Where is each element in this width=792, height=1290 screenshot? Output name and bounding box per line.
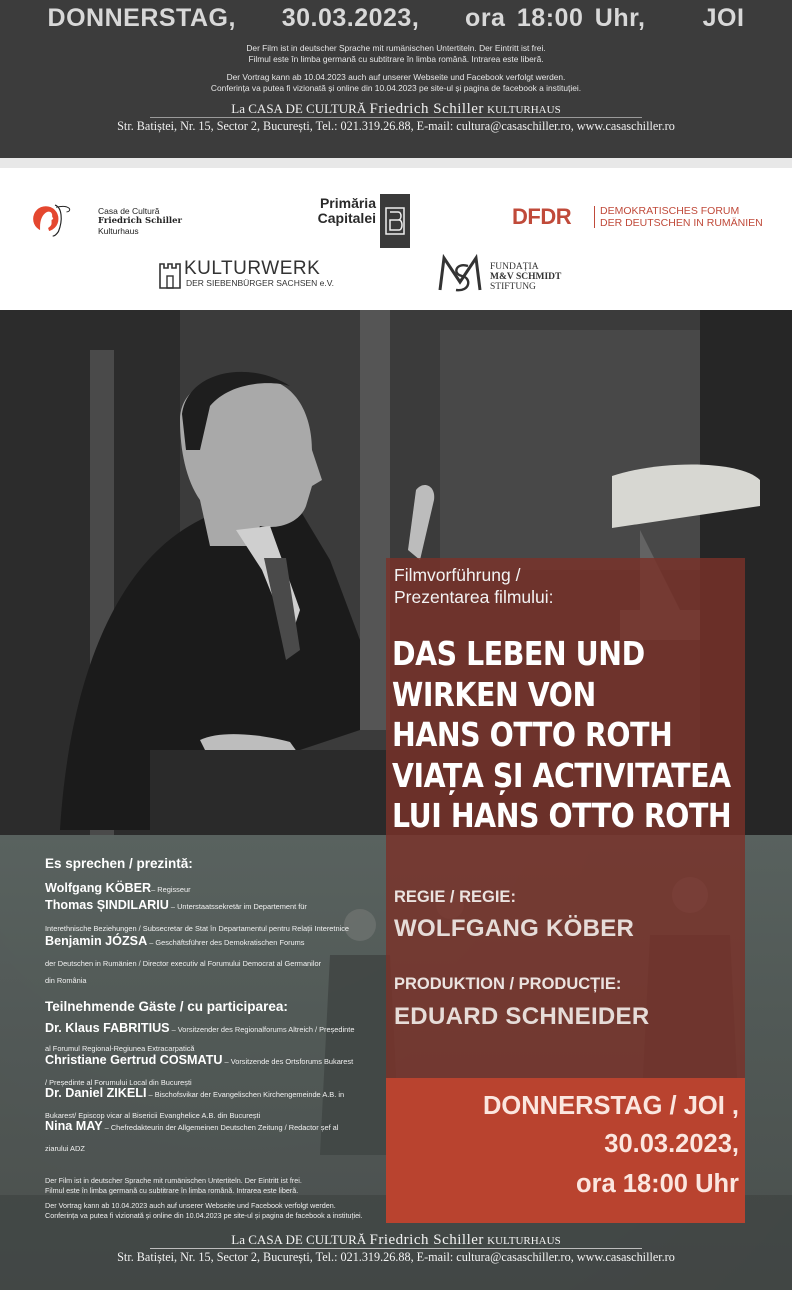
footer-language-note: Der Film ist in deutscher Sprache mit rumänischen Untertiteln. Der Eintritt ist frei. Filmul este în limba germană cu subtitrare în limba română. Intrarea este liberă.	[45, 1176, 302, 1195]
online-note: Der Vortrag kann ab 10.04.2023 auch auf unserer Webseite und Facebook verfolgt werden. Conferința va putea fi vizionată și online din 10.04.2023 pe site-ul și pagina de facebook a instituției.	[210, 72, 582, 93]
speakers-heading: Es sprechen / prezintă:	[45, 856, 193, 871]
regie-label: REGIE / REGIE:	[394, 888, 516, 906]
footer-online-note: Der Vortrag kann ab 10.04.2023 auch auf unserer Webseite und Facebook verfolgt werden. Conferința va putea fi vizionată și online din 10.04.2023 pe site-ul și pagina de facebook a instituției.	[45, 1201, 363, 1220]
divider	[150, 1248, 642, 1249]
regie-name: WOLFGANG KÖBER	[394, 915, 635, 942]
schiller-silhouette-icon	[32, 194, 78, 246]
venue-address: Str. Batiștei, Nr. 15, Sector 2, București, Tel.: 021.319.26.88, E-mail: cultura@casaschiller.ro, www.casaschiller.ro	[117, 119, 675, 133]
guests-heading: Teilnehmende Gäste / cu participarea:	[45, 999, 288, 1014]
speaker-jozsa: Benjamin JÓZSA – Geschäftsführer des Demokratischen Forums	[45, 934, 305, 948]
ms-monogram-icon	[436, 252, 486, 298]
date-box: DONNERSTAG / JOI , 30.03.2023, ora 18:00 Uhr	[386, 1078, 745, 1223]
top-header	[0, 0, 792, 158]
speaker-sindilariu-role: Interethnische Beziehungen / Subsecretar de Stat în Departamentul pentru Relații Interetnice	[45, 924, 350, 933]
footer-venue-line: La CASA DE CULTURĂ Friedrich Schiller KULTURHAUS	[231, 1232, 561, 1248]
speaker-jozsa-role-2: din România	[45, 976, 87, 985]
divider	[594, 206, 595, 228]
production-label: PRODUKTION / PRODUCȚIE:	[394, 975, 622, 993]
guest-cosmatu: Christiane Gertrud COSMATU – Vorsitzende des Ortsforums Bukarest	[45, 1053, 354, 1067]
event-headline: DONNERSTAG, 30.03.2023, ora 18:00 Uhr, JOI	[47, 4, 745, 32]
bucharest-b-icon	[380, 194, 410, 248]
venue-line: La CASA DE CULTURĂ Friedrich Schiller KULTURHAUS	[231, 101, 561, 117]
footer-address: Str. Batiștei, Nr. 15, Sector 2, București, Tel.: 021.319.26.88, E-mail: cultura@casaschiller.ro, www.casaschiller.ro	[117, 1250, 675, 1264]
divider	[0, 158, 792, 168]
film-title-panel	[386, 558, 745, 1078]
speaker-jozsa-role: der Deutschen in Rumänien / Director executiv al Forumului Democrat al Germanilor	[45, 959, 322, 968]
speaker-kober: Wolfgang KÖBER– Regisseur	[45, 881, 191, 895]
production-name: EDUARD SCHNEIDER	[394, 1003, 650, 1030]
divider	[150, 117, 642, 118]
film-title: DAS LEBEN UND WIRKEN VON HANS OTTO ROTH VIAȚA ȘI ACTIVITATEA LUI HANS OTTO ROTH	[392, 634, 732, 835]
guest-zikeli: Dr. Daniel ZIKELI – Bischofsvikar der Evangelischen Kirchengemeinde A.B. in	[45, 1086, 345, 1100]
film-intro: Filmvorführung / Prezentarea filmului:	[394, 565, 554, 607]
speaker-sindilariu: Thomas ȘINDILARIU – Unterstaatssekretär im Departement für	[45, 898, 307, 912]
sponsor-logos: Casa de Cultură Friedrich Schiller Kulturhaus Primăria Capitalei DFDR DEMOKRATISCHES FORUM DER DEUTSCHEN IN RUMÄNIEN KULTURWERK DER SIEBENBÜRGER SACHSEN e.V. FUNDAȚIA M&V SCHMIDT STIFTUNG	[0, 168, 792, 310]
guest-may: Nina MAY – Chefredakteurin der Allgemeinen Deutschen Zeitung / Redactor șef al	[45, 1119, 339, 1133]
castle-tower-icon	[158, 260, 182, 290]
guest-fabritius: Dr. Klaus FABRITIUS – Vorsitzender des Regionalforums Altreich / Președinte	[45, 1021, 355, 1035]
language-note: Der Film ist in deutscher Sprache mit rumänischen Untertiteln. Der Eintritt ist frei. Filmul este în limba germană cu subtitrare în limba română. Intrarea este liberă.	[246, 43, 546, 64]
